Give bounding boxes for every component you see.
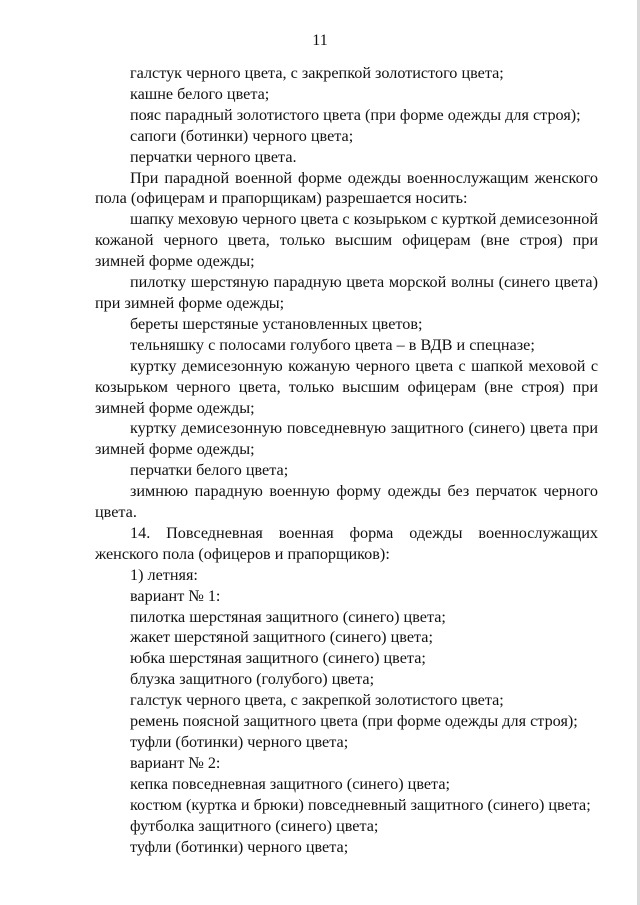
- paragraph: костюм (куртка и брюки) повседневный защитного (синего) цвета;: [130, 795, 591, 814]
- paragraph: кашне белого цвета;: [130, 84, 270, 103]
- paragraph: перчатки белого цвета;: [130, 461, 289, 480]
- paragraph: галстук черного цвета, с закрепкой золотистого цвета;: [130, 691, 504, 710]
- paragraph: пояс парадный золотистого цвета (при форме одежды для строя);: [130, 105, 581, 124]
- paragraph: 1) летняя:: [130, 565, 198, 584]
- paragraph: пилотку шерстяную парадную цвета морской волны (синего цвета) при зимней форме одежды;: [95, 273, 598, 312]
- page-number: 11: [312, 32, 328, 49]
- paragraph: кепка повседневная защитного (синего) цвета;: [130, 774, 451, 793]
- paragraph: футболка защитного (синего) цвета;: [130, 816, 379, 835]
- paragraph: туфли (ботинки) черного цвета;: [130, 837, 349, 856]
- paragraph: юбка шерстяная защитного (синего) цвета;: [130, 649, 426, 668]
- paragraph: перчатки черного цвета.: [130, 147, 297, 166]
- paragraph: туфли (ботинки) черного цвета;: [130, 733, 349, 751]
- paragraph: шапку меховую черного цвета с козырьком с курткой демисезонной кожаной черного цвета, только высшим офицерам (вне строя) при зимней форме одежды;: [95, 210, 598, 271]
- paragraph: При парадной военной форме одежды военнослужащим женского пола (офицерам и прапорщикам) разрешается носить:: [95, 168, 598, 208]
- paragraph: блузка защитного (голубого) цвета;: [130, 670, 375, 689]
- paragraph: ремень поясной защитного цвета (при форме одежды для строя);: [130, 712, 578, 731]
- paragraph: сапоги (ботинки) черного цвета;: [130, 126, 354, 145]
- document-body: [95, 63, 598, 857]
- paragraph: береты шерстяные установленных цветов;: [130, 314, 423, 333]
- paragraph: куртку демисезонную кожаную черного цвета с шапкой меховой с козырьком черного цвета, только высшим офицерам (вне строя) при зимней форме одежды;: [95, 356, 598, 417]
- paragraph: жакет шерстяной защитного (синего) цвета;: [130, 628, 433, 647]
- paragraph: вариант № 2:: [130, 753, 221, 772]
- paragraph: зимнюю парадную военную форму одежды без перчаток черного цвета.: [95, 482, 598, 522]
- paragraph: куртку демисезонную повседневную защитного (синего) цвета при зимней форме одежды;: [95, 419, 598, 459]
- paragraph: тельняшку с полосами голубого цвета – в ВДВ и спецназе;: [130, 335, 535, 354]
- paragraph: галстук черного цвета, с закрепкой золотистого цвета;: [130, 64, 504, 82]
- paragraph: 14. Повседневная военная форма одежды военнослужащих женского пола (офицеров и прапорщиков):: [95, 523, 598, 563]
- paragraph: пилотка шерстяная защитного (синего) цвета;: [130, 607, 446, 626]
- paragraph: вариант № 1:: [130, 586, 221, 605]
